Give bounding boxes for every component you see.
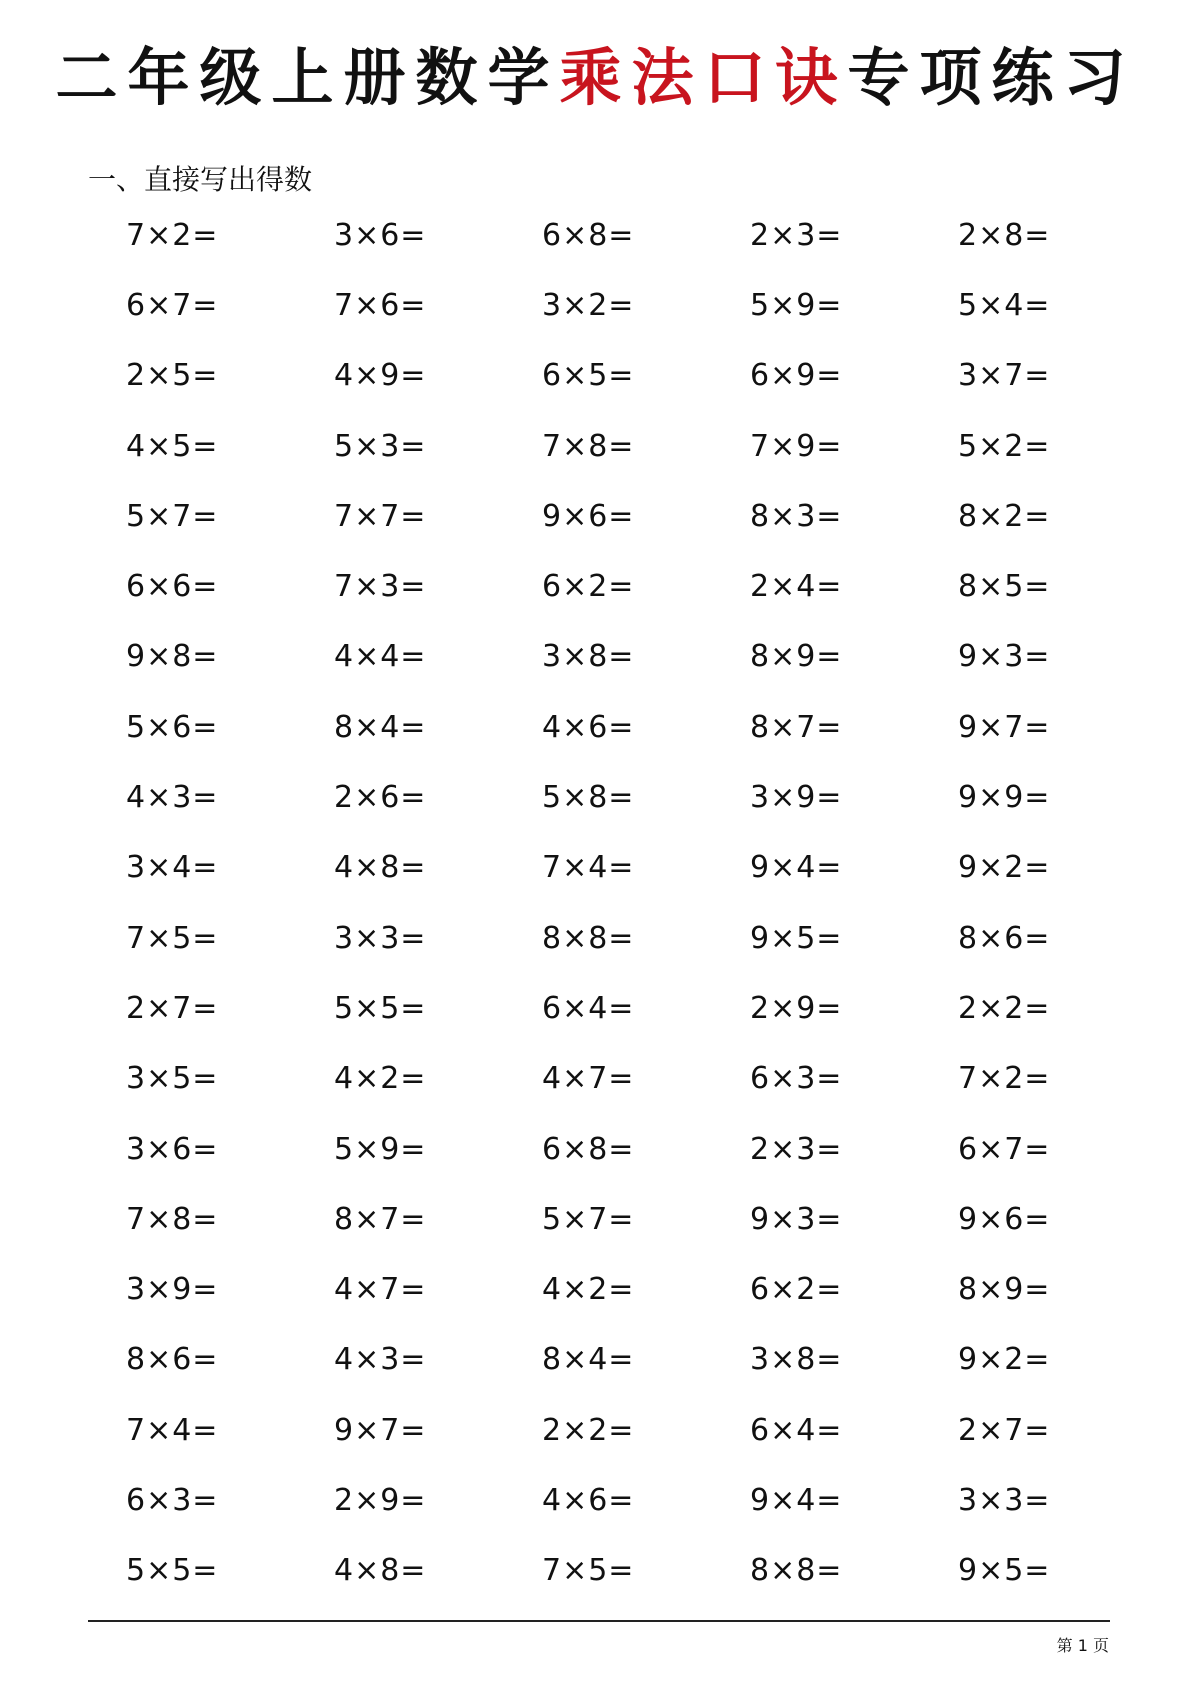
problem: 6×6= — [126, 569, 219, 605]
problem: 6×9= — [750, 358, 843, 394]
problem: 7×2= — [126, 217, 219, 253]
problem: 7×7= — [334, 498, 427, 534]
problem: 7×8= — [542, 428, 635, 464]
problem: 3×4= — [126, 850, 219, 886]
problem: 5×5= — [126, 1553, 219, 1589]
problem: 5×7= — [126, 498, 219, 534]
problem: 9×3= — [958, 639, 1051, 675]
problem: 8×4= — [334, 709, 427, 745]
problem: 5×5= — [334, 990, 427, 1026]
section-heading: 一、直接写出得数 — [88, 163, 313, 196]
problem: 7×6= — [334, 287, 427, 323]
title-part2: 专项练习 — [847, 41, 1136, 114]
problem: 6×2= — [542, 569, 635, 605]
problem-row — [126, 1465, 1166, 1535]
problem: 6×2= — [750, 1272, 843, 1308]
problem: 6×8= — [542, 217, 635, 253]
problem: 6×3= — [750, 1061, 843, 1097]
problem-row — [126, 1184, 1166, 1254]
problem: 4×2= — [542, 1272, 635, 1308]
problem: 7×5= — [542, 1553, 635, 1589]
problem: 6×7= — [126, 287, 219, 323]
problem: 4×7= — [542, 1061, 635, 1097]
problem: 3×8= — [750, 1342, 843, 1378]
problem: 8×7= — [750, 709, 843, 745]
problem: 5×8= — [542, 780, 635, 816]
problem: 8×2= — [958, 498, 1051, 534]
problem-row — [126, 341, 1166, 411]
problem: 2×4= — [750, 569, 843, 605]
problem: 2×9= — [750, 990, 843, 1026]
problem: 7×9= — [750, 428, 843, 464]
problem: 8×4= — [542, 1342, 635, 1378]
problem: 8×8= — [542, 920, 635, 956]
problem-row — [126, 1044, 1166, 1114]
problem: 5×2= — [958, 428, 1051, 464]
problem: 3×8= — [542, 639, 635, 675]
problem: 3×2= — [542, 287, 635, 323]
problem: 2×2= — [542, 1412, 635, 1448]
problem: 4×6= — [542, 709, 635, 745]
title-part1: 二年级上册数学 — [55, 41, 560, 114]
footer-divider — [88, 1620, 1110, 1622]
problem: 4×8= — [334, 850, 427, 886]
problem-row — [126, 270, 1166, 340]
problem: 4×6= — [542, 1482, 635, 1518]
problem: 4×9= — [334, 358, 427, 394]
problem: 4×8= — [334, 1553, 427, 1589]
problem-row — [126, 692, 1166, 762]
problem: 9×2= — [958, 850, 1051, 886]
problem: 9×7= — [334, 1412, 427, 1448]
problem-row — [126, 200, 1166, 270]
problem: 4×7= — [334, 1272, 427, 1308]
problem: 6×4= — [750, 1412, 843, 1448]
problem: 5×4= — [958, 287, 1051, 323]
problem: 7×2= — [958, 1061, 1051, 1097]
problem: 5×7= — [542, 1201, 635, 1237]
problem: 4×3= — [334, 1342, 427, 1378]
problem: 7×3= — [334, 569, 427, 605]
problem: 9×6= — [958, 1201, 1051, 1237]
problem: 2×6= — [334, 780, 427, 816]
problem: 4×5= — [126, 428, 219, 464]
problem: 9×8= — [126, 639, 219, 675]
problem: 2×2= — [958, 990, 1051, 1026]
problem: 6×7= — [958, 1131, 1051, 1167]
problem: 3×9= — [126, 1272, 219, 1308]
problem: 8×5= — [958, 569, 1051, 605]
problem: 6×4= — [542, 990, 635, 1026]
problem: 9×4= — [750, 850, 843, 886]
problem: 6×3= — [126, 1482, 219, 1518]
problem: 9×5= — [750, 920, 843, 956]
problem-row — [126, 411, 1166, 481]
problem-row — [126, 973, 1166, 1043]
problem: 8×7= — [334, 1201, 427, 1237]
problem: 8×3= — [750, 498, 843, 534]
problem: 7×5= — [126, 920, 219, 956]
problem: 2×9= — [334, 1482, 427, 1518]
problem: 4×3= — [126, 780, 219, 816]
page-number: 第 1 页 — [1056, 1636, 1109, 1655]
problem: 3×6= — [334, 217, 427, 253]
problem: 9×2= — [958, 1342, 1051, 1378]
problem: 2×3= — [750, 217, 843, 253]
problem-row — [126, 833, 1166, 903]
problem-row — [126, 762, 1166, 832]
problem: 6×8= — [542, 1131, 635, 1167]
problem: 2×8= — [958, 217, 1051, 253]
problem-row — [126, 1536, 1166, 1606]
problem: 3×5= — [126, 1061, 219, 1097]
problem-row — [126, 1254, 1166, 1324]
problem-row — [126, 1114, 1166, 1184]
problem: 8×8= — [750, 1553, 843, 1589]
problem: 9×7= — [958, 709, 1051, 745]
problem: 6×5= — [542, 358, 635, 394]
problem: 9×3= — [750, 1201, 843, 1237]
problem: 5×9= — [334, 1131, 427, 1167]
problem: 4×4= — [334, 639, 427, 675]
problem: 8×9= — [958, 1272, 1051, 1308]
problem: 9×4= — [750, 1482, 843, 1518]
worksheet-title — [0, 38, 1191, 118]
problem-row — [126, 551, 1166, 621]
problem: 2×7= — [126, 990, 219, 1026]
problem: 3×3= — [334, 920, 427, 956]
problem: 3×7= — [958, 358, 1051, 394]
problem-grid — [126, 200, 1166, 1606]
problem: 4×2= — [334, 1061, 427, 1097]
problem: 9×9= — [958, 780, 1051, 816]
problem: 2×5= — [126, 358, 219, 394]
problem: 3×6= — [126, 1131, 219, 1167]
problem-row — [126, 1395, 1166, 1465]
problem-row — [126, 903, 1166, 973]
problem-row — [126, 481, 1166, 551]
problem: 9×6= — [542, 498, 635, 534]
problem: 5×9= — [750, 287, 843, 323]
problem: 8×9= — [750, 639, 843, 675]
problem: 8×6= — [958, 920, 1051, 956]
problem: 8×6= — [126, 1342, 219, 1378]
problem: 7×4= — [542, 850, 635, 886]
problem: 2×3= — [750, 1131, 843, 1167]
problem-row — [126, 1325, 1166, 1395]
problem: 3×3= — [958, 1482, 1051, 1518]
problem: 9×5= — [958, 1553, 1051, 1589]
title-highlight: 乘法口诀 — [559, 41, 848, 114]
problem: 5×3= — [334, 428, 427, 464]
problem: 3×9= — [750, 780, 843, 816]
problem: 5×6= — [126, 709, 219, 745]
problem-row — [126, 622, 1166, 692]
problem: 2×7= — [958, 1412, 1051, 1448]
problem: 7×8= — [126, 1201, 219, 1237]
problem: 7×4= — [126, 1412, 219, 1448]
